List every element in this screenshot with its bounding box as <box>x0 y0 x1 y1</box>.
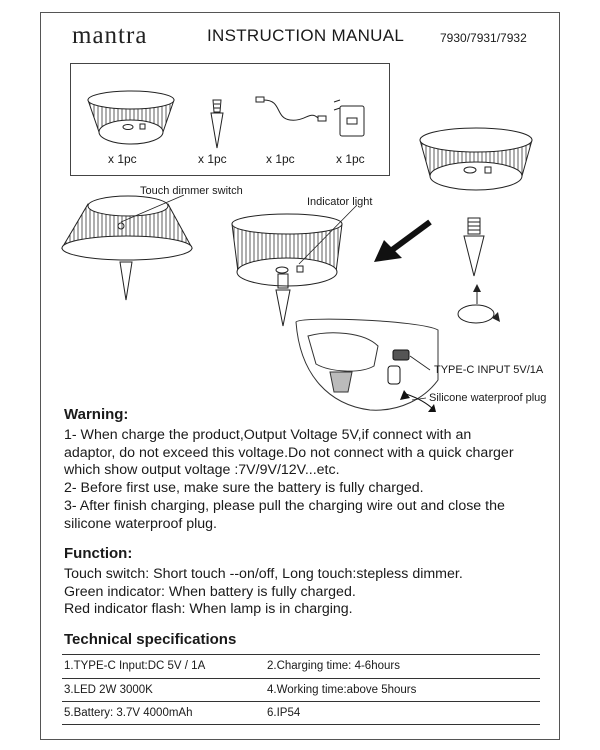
rotate-arrow-icon <box>458 284 500 323</box>
function-body <box>64 566 463 619</box>
usb-cable-icon <box>256 97 326 121</box>
kit-qty-charger: x 1pc <box>336 152 365 166</box>
spec-divider <box>62 678 540 679</box>
specs-heading: Technical specifications <box>64 631 237 648</box>
port-detail-icon <box>296 319 438 412</box>
arrow-down-left-icon <box>374 222 430 262</box>
spec-cell: 2.Charging time: 4-6hours <box>267 660 400 672</box>
label-indicator-light: Indicator light <box>307 196 373 208</box>
spec-cell: 5.Battery: 3.7V 4000mAh <box>64 707 193 719</box>
label-type-c-input: TYPE-C INPUT 5V/1A <box>434 364 544 376</box>
warning-body <box>64 427 554 533</box>
model-numbers: 7930/7931/7932 <box>440 31 527 45</box>
spike-stake-icon <box>211 100 223 148</box>
spec-cell: 3.LED 2W 3000K <box>64 684 153 696</box>
lamp-shade-icon <box>88 91 174 144</box>
kit-qty-cable: x 1pc <box>266 152 295 166</box>
page-title: INSTRUCTION MANUAL <box>207 26 405 45</box>
label-touch-dimmer: Touch dimmer switch <box>140 185 243 197</box>
charger-adapter-icon <box>334 100 364 136</box>
function-line: Touch switch: Short touch --on/off, Long touch:stepless dimmer. <box>64 566 463 582</box>
brand-logo: mantra <box>72 22 148 49</box>
function-heading: Function: <box>64 545 133 562</box>
function-line: Red indicator flash: When lamp is in charging. <box>64 601 353 618</box>
kit-qty-lamp: x 1pc <box>108 152 137 166</box>
spec-divider <box>62 654 540 655</box>
spec-divider <box>62 724 540 725</box>
spec-divider <box>62 701 540 702</box>
warning-line: 3- After finish charging, please pull the charging wire out and close the <box>64 497 505 514</box>
spec-cell: 6.IP54 <box>267 707 301 719</box>
warning-line: silicone waterproof plug. <box>64 515 217 532</box>
warning-line: adaptor, do not exceed this voltage.Do not connect with a quick charger <box>64 444 514 461</box>
label-waterproof-plug: Silicone waterproof plug <box>429 392 547 404</box>
lamp-shade-large-icon <box>420 128 532 190</box>
lamp-charging-view-icon <box>232 214 342 326</box>
lamp-side-view-icon <box>62 196 192 300</box>
warning-line: which show output voltage :7V/9V/12V...etc. <box>64 462 340 479</box>
warning-heading: Warning: <box>64 406 129 423</box>
spike-stake-large-icon <box>464 218 484 276</box>
spec-cell: 4.Working time:above 5hours <box>267 684 417 696</box>
warning-line: 1- When charge the product,Output Voltage 5V,if connect with an <box>64 427 472 443</box>
kit-qty-spike: x 1pc <box>198 152 227 166</box>
function-line: Green indicator: When battery is fully charged. <box>64 583 356 600</box>
warning-line: 2- Before first use, make sure the battery is fully charged. <box>64 480 424 497</box>
spec-cell: 1.TYPE-C Input:DC 5V / 1A <box>64 660 206 672</box>
